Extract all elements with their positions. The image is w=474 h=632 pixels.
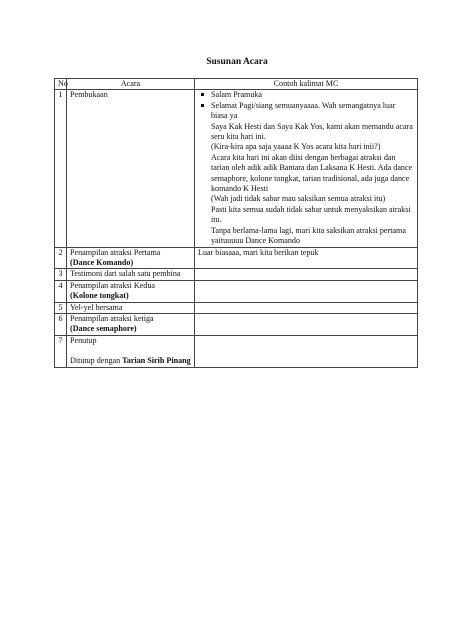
table-row — [55, 280, 418, 302]
table-row — [55, 335, 418, 367]
row-acara — [67, 313, 195, 335]
mc-line: (Wah jadi tidak sabar mau saksikan semua atraksi itu) — [211, 194, 386, 204]
row-contoh — [195, 302, 418, 313]
row-contoh — [195, 280, 418, 302]
document-title: Susunan Acara — [206, 57, 268, 67]
row-acara — [67, 247, 195, 269]
spacer — [70, 346, 191, 356]
acara-closing — [70, 356, 191, 366]
row-contoh — [195, 90, 418, 247]
row-contoh: Luar biasaaa, mari kita berikan tepuk — [195, 247, 418, 269]
row-contoh — [195, 269, 418, 280]
mc-line: (Kira-kira apa saja yaaaa K Yos acara kita hari inii?) — [211, 142, 381, 152]
acara-highlight: (Dance Komando) — [70, 257, 134, 267]
agenda-table — [54, 78, 418, 368]
row-number: 1 — [55, 90, 67, 247]
header-acara: Acara — [67, 79, 195, 90]
table-row — [55, 313, 418, 335]
mc-line: Acara kita hari ini akan diisi dengan berbagai atraksi dan tarian oleh adik adik Bantara dan Laksana K Hesti. Ada dance semaphore, kolone tongkat, tarian tradisional, ada juga dance komando K Hesti — [211, 152, 413, 194]
row-number: 4 — [55, 280, 67, 302]
mc-line: Tanpa berlama-lama lagi, mari kita saksikan atraksi pertama yaituuuuu Dance Komando — [211, 225, 406, 246]
row-number: 7 — [55, 335, 67, 367]
table-header-row — [55, 79, 418, 90]
header-contoh-kalimat: Contoh kalimat MC — [195, 79, 418, 90]
bullet-item: Salam Pramuka — [211, 90, 414, 100]
acara-highlight: (Kolone tongkat) — [70, 291, 129, 301]
row-number: 5 — [55, 302, 67, 313]
row-number: 2 — [55, 247, 67, 269]
table-row — [55, 302, 418, 313]
bullet-text: Selamat Pagi/siang semuanyaaaa. Wah semangatnya luar biasa ya — [211, 100, 396, 121]
row-acara: Testimoni dari salah satu pembina — [67, 269, 195, 280]
acara-text: Penutup — [70, 335, 97, 345]
table-row — [55, 269, 418, 280]
row-number: 6 — [55, 313, 67, 335]
row-acara: Yel-yel bersama — [67, 302, 195, 313]
bullet-list — [198, 90, 414, 246]
row-contoh — [195, 313, 418, 335]
mc-line: Pasti kita semua sudah tidak sabar untuk menyaksikan atraksi itu. — [211, 204, 411, 225]
row-contoh — [195, 335, 418, 367]
bullet-item — [211, 101, 414, 247]
acara-closing-prefix: Ditutup dengan — [70, 356, 123, 366]
acara-text: Penampilan atraksi ketiga — [70, 313, 154, 323]
row-acara: Pembukaan — [67, 90, 195, 247]
header-no: No — [55, 79, 67, 90]
row-number: 3 — [55, 269, 67, 280]
acara-highlight: Tarian Sirih Pinang — [122, 356, 191, 366]
acara-text: Penampilan atraksi Pertama — [70, 247, 161, 257]
acara-highlight: (Dance semaphore) — [70, 324, 137, 334]
row-acara — [67, 335, 195, 367]
row-acara — [67, 280, 195, 302]
table-row — [55, 247, 418, 269]
table-row — [55, 90, 418, 247]
mc-line: Saya Kak Hesti dan Saya Kak Yos, kami akan memandu acara seru kita hari ini. — [211, 121, 413, 142]
acara-text: Penampilan atraksi Kedua — [70, 280, 155, 290]
